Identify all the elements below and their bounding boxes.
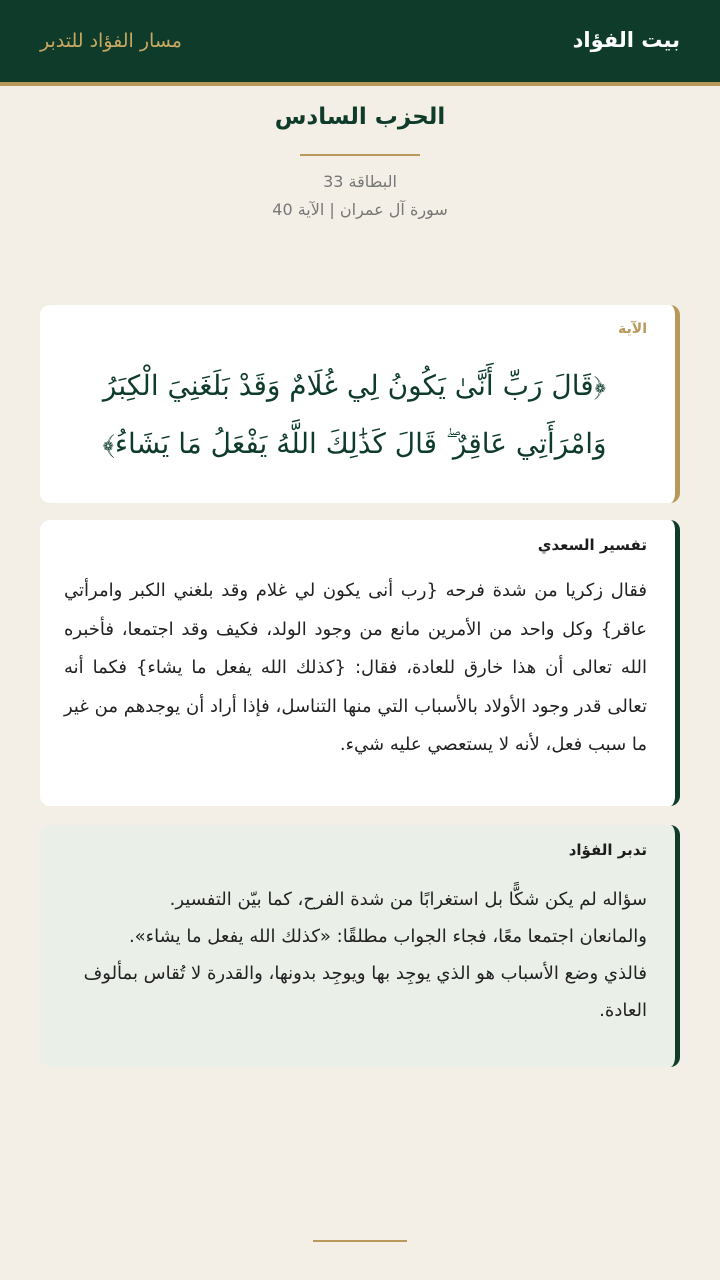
tafsir-label: تفسير السعدي (537, 536, 647, 554)
hizb-title: الحزب السادس (274, 104, 446, 130)
card-number: البطاقة 33 (323, 172, 397, 191)
tadabbur-text (64, 881, 647, 1029)
tafsir-card (40, 520, 680, 806)
bottom-divider (313, 1240, 407, 1242)
ayah-text: ﴿قَالَ رَبِّ أَنَّىٰ يَكُونُ لِي غُلَامٌ وَقَدْ بَلَغَنِيَ الْكِبَرُ وَامْرَأَتِي عَاقِرٌ ۖ قَالَ كَذَٰلِكَ اللَّهُ يَفْعَلُ مَا يَشَاءُ﴾ (102, 369, 607, 460)
tadabbur-card (40, 825, 680, 1067)
tadabbur-line: سؤاله لم يكن شكًّا بل استغرابًا من شدة الفرح، كما بيّن التفسير. (169, 889, 647, 910)
ayah-card (40, 305, 680, 503)
top-app-bar (0, 0, 720, 86)
tafsir-text: فقال زكريا من شدة فرحه {رب أنى يكون لي غلام وقد بلغني الكبر وامرأتي عاقر} وكل واحد من الأمرين مانع من وجود الولد، فكيف وقد اجتمعا، فأخبره الله تعالى أن هذا خارق للعادة، فقال: {كذلك الله يفعل ما يشاء} فكما أنه تعالى قدر وجود الأولاد بالأسباب التي منها التناسل، فإذا أراد أن يوجدهم من غير ما سبب فعل، لأنه لا يستعصي عليه شيء. (64, 580, 647, 755)
tadabbur-line: والمانعان اجتمعا معًا، فجاء الجواب مطلقًا: «كذلك الله يفعل ما يشاء». (128, 926, 647, 947)
ayah-label: الآية (618, 321, 647, 337)
app-subtitle: مسار الفؤاد للتدبر (40, 30, 182, 52)
title-divider (300, 154, 420, 156)
app-title: بيت الفؤاد (572, 28, 680, 52)
surah-reference: سورة آل عمران | الآية 40 (272, 200, 448, 219)
tadabbur-line: فالذي وضع الأسباب هو الذي يوجِد بها ويوجِد بدونها، والقدرة لا تُقاس بمألوف العادة. (83, 963, 647, 1021)
tadabbur-label: تدبر الفؤاد (568, 841, 647, 859)
